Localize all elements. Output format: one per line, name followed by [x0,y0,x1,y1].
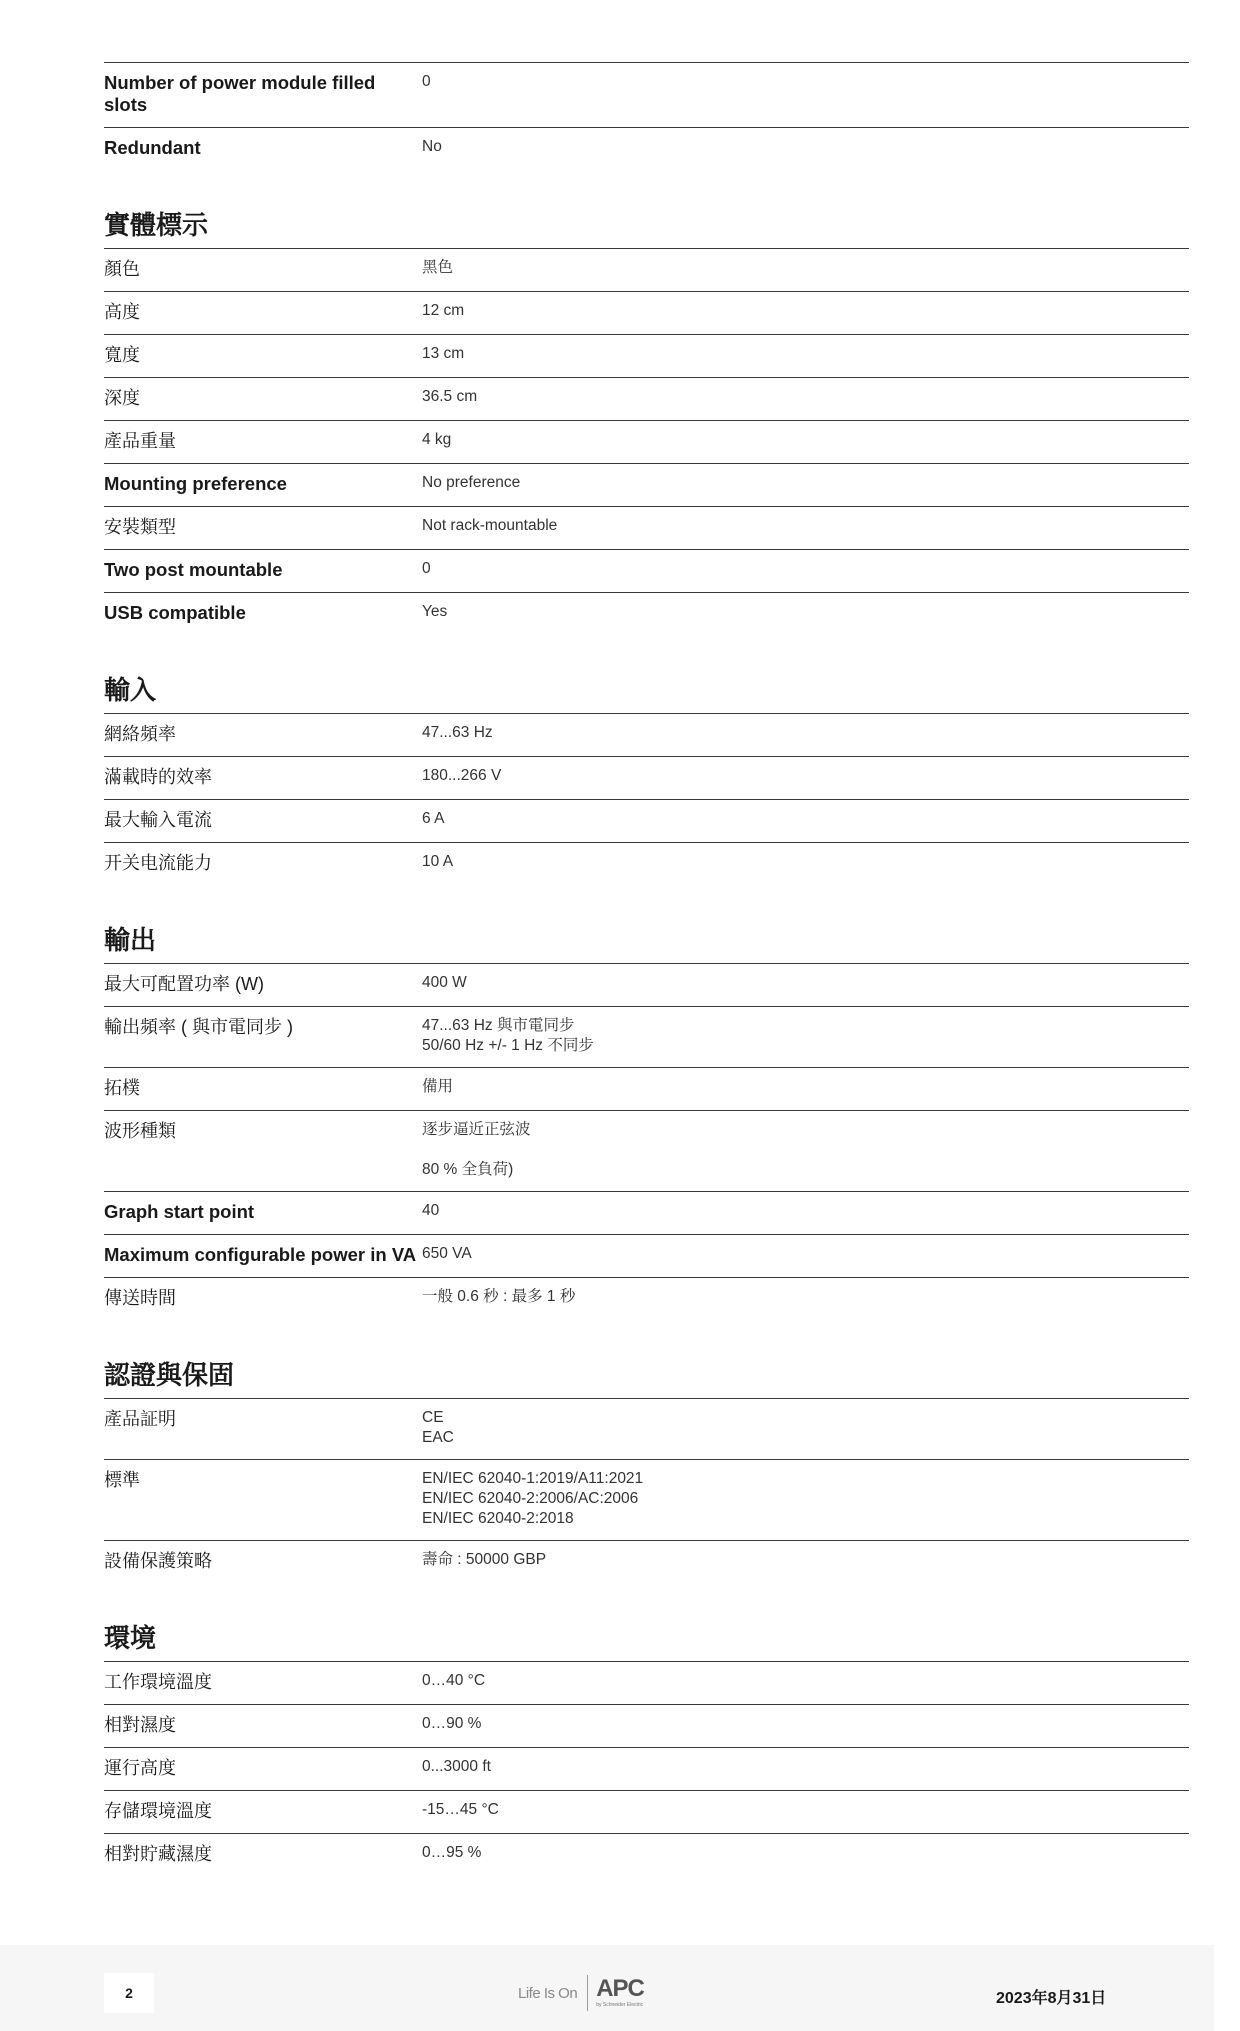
spec-value-line: 0 [422,560,431,577]
spec-label: 滿載時的效率 [104,767,212,787]
brand-logo [518,1973,644,2013]
spec-value [422,1007,1189,1068]
spec-row [104,1399,1189,1460]
spec-value-line: Yes [422,603,448,620]
spec-table [104,1398,1189,1583]
section-heading: 輸出 [104,926,157,956]
spec-value-line: 6 A [422,810,445,827]
spec-value [422,1748,1189,1791]
spec-value-note: 80 % 全負荷) [422,1161,514,1178]
spec-label: Two post mountable [104,559,283,580]
spec-label: 傳送時間 [104,1288,176,1308]
spec-row [104,507,1189,550]
spec-value [422,1068,1189,1111]
spec-label: 最大可配置功率 (W) [104,974,264,994]
spec-value [422,1460,1189,1541]
spec-value [422,843,1189,886]
spec-label: Graph start point [104,1201,255,1222]
brand-tagline: Life Is On [518,1984,578,2002]
spec-value [422,593,1189,636]
spec-value-line: 47...63 Hz 與市電同步 [422,1017,575,1034]
spec-row [104,63,1189,128]
spec-value [422,292,1189,335]
spec-value-line: 逐步逼近正弦波 [422,1121,531,1138]
spec-label: 安裝類型 [104,517,176,537]
spec-value-line: 180...266 V [422,767,502,784]
section-heading: 實體標示 [104,211,209,241]
spec-value [422,128,1189,171]
spec-row [104,550,1189,593]
spec-label: 高度 [104,302,140,322]
section-heading: 輸入 [104,676,157,706]
spec-value [422,1235,1189,1278]
spec-value-line: 一般 0.6 秒 : 最多 1 秒 [422,1288,576,1305]
spec-label: USB compatible [104,602,246,623]
spec-value [422,1541,1189,1584]
spec-value-line: 47...63 Hz [422,724,493,741]
spec-value-line: Not rack-mountable [422,517,558,534]
spec-label: 相對貯藏濕度 [104,1844,212,1864]
spec-sections [104,210,1189,1876]
spec-label: Maximum configurable power in VA [104,1244,417,1265]
spec-row [104,1748,1189,1791]
spec-value-line: 12 cm [422,302,465,319]
spec-label: 存儲環境溫度 [104,1801,212,1821]
spec-row [104,714,1189,757]
spec-value-line: 13 cm [422,345,465,362]
spec-value [422,378,1189,421]
spec-value-line: 4 kg [422,431,452,448]
spec-row [104,1460,1189,1541]
spec-row [104,1834,1189,1877]
spec-row [104,128,1189,171]
spec-value [422,1111,1189,1192]
spec-table [104,1661,1189,1876]
document-date: 2023年8月31日 [996,1990,1107,2007]
spec-row [104,757,1189,800]
spec-value-line: CE [422,1409,444,1426]
spec-value [422,63,1189,128]
spec-label: 設備保護策略 [104,1551,212,1571]
spec-value-line: No [422,138,442,155]
spec-label: 拓樸 [104,1078,140,1098]
spec-value [422,1705,1189,1748]
spec-row [104,1111,1189,1192]
spec-table [104,963,1189,1320]
spec-row [104,335,1189,378]
spec-label: 开关电流能力 [104,853,212,873]
spec-row [104,1068,1189,1111]
spec-row [104,1007,1189,1068]
spec-value-line: 0 [422,73,431,90]
top-spec-table [104,62,1189,170]
spec-value [422,800,1189,843]
spec-value [422,1399,1189,1460]
spec-value [422,335,1189,378]
spec-row [104,1541,1189,1584]
spec-value [422,1662,1189,1705]
spec-value [422,464,1189,507]
spec-row [104,1662,1189,1705]
spec-value [422,1791,1189,1834]
spec-value-line: 50/60 Hz +/- 1 Hz 不同步 [422,1037,594,1054]
spec-content [104,62,1189,1876]
spec-value-line: 0...3000 ft [422,1758,491,1775]
spec-label: 波形種類 [104,1121,176,1141]
spec-value [422,1192,1189,1235]
spec-label: 產品証明 [104,1409,176,1429]
spec-value-line: EN/IEC 62040-2:2018 [422,1510,574,1527]
spec-value-line: 0…90 % [422,1715,482,1732]
spec-value-line: EN/IEC 62040-1:2019/A11:2021 [422,1470,644,1487]
spec-value-line: No preference [422,474,521,491]
spec-value-line: 10 A [422,853,454,870]
spec-value-line: 0…40 °C [422,1672,486,1689]
spec-value-line: 400 W [422,974,467,991]
spec-value-line: EN/IEC 62040-2:2006/AC:2006 [422,1490,639,1507]
spec-row [104,800,1189,843]
spec-row [104,421,1189,464]
spec-label: Mounting preference [104,473,287,494]
apc-logo-subtitle: by Schneider Electric [596,2002,644,2008]
spec-value-line: 壽命 : 50000 GBP [422,1551,547,1568]
spec-value-line: 36.5 cm [422,388,478,405]
page-number: 2 [104,1973,154,2013]
spec-label: 標準 [104,1470,140,1490]
spec-value-line: 0…95 % [422,1844,482,1861]
spec-label: 網絡頻率 [104,724,176,744]
spec-value [422,550,1189,593]
spec-row [104,378,1189,421]
spec-value-line: -15…45 °C [422,1801,499,1818]
spec-row [104,249,1189,292]
spec-row [104,1235,1189,1278]
spec-label: 運行高度 [104,1758,176,1778]
spec-value-line: 黑色 [422,259,454,276]
spec-value-line: 40 [422,1202,440,1219]
spec-table [104,713,1189,885]
spec-row [104,1705,1189,1748]
spec-label: Number of power module filled slots [104,72,376,115]
spec-label: 產品重量 [104,431,176,451]
spec-label: 最大輸入電流 [104,810,212,830]
spec-value [422,757,1189,800]
section-heading: 環境 [104,1624,157,1654]
spec-label: 相對濕度 [104,1715,176,1735]
section-heading: 認證與保固 [104,1361,235,1391]
spec-value [422,714,1189,757]
spec-value-line: EAC [422,1429,454,1446]
spec-label: 工作環境溫度 [104,1672,212,1692]
spec-table [104,248,1189,635]
spec-row [104,1278,1189,1321]
spec-value [422,1278,1189,1321]
brand-divider [587,1975,588,2011]
spec-row [104,1791,1189,1834]
spec-label: 輸出頻率 ( 與市電同步 ) [104,1017,293,1037]
apc-logo: APC [596,1975,644,2002]
spec-value [422,964,1189,1007]
spec-label: Redundant [104,137,201,158]
spec-row [104,593,1189,636]
spec-row [104,464,1189,507]
spec-value [422,507,1189,550]
spec-row [104,292,1189,335]
spec-value [422,421,1189,464]
spec-label: 顏色 [104,259,140,279]
spec-row [104,1192,1189,1235]
spec-value [422,249,1189,292]
spec-row [104,843,1189,886]
spec-value [422,1834,1189,1877]
spec-value-line: 備用 [422,1078,454,1095]
page-footer [0,1945,1214,2031]
spec-value-line: 650 VA [422,1245,472,1262]
spec-label: 深度 [104,388,140,408]
spec-label: 寬度 [104,345,140,365]
spec-row [104,964,1189,1007]
